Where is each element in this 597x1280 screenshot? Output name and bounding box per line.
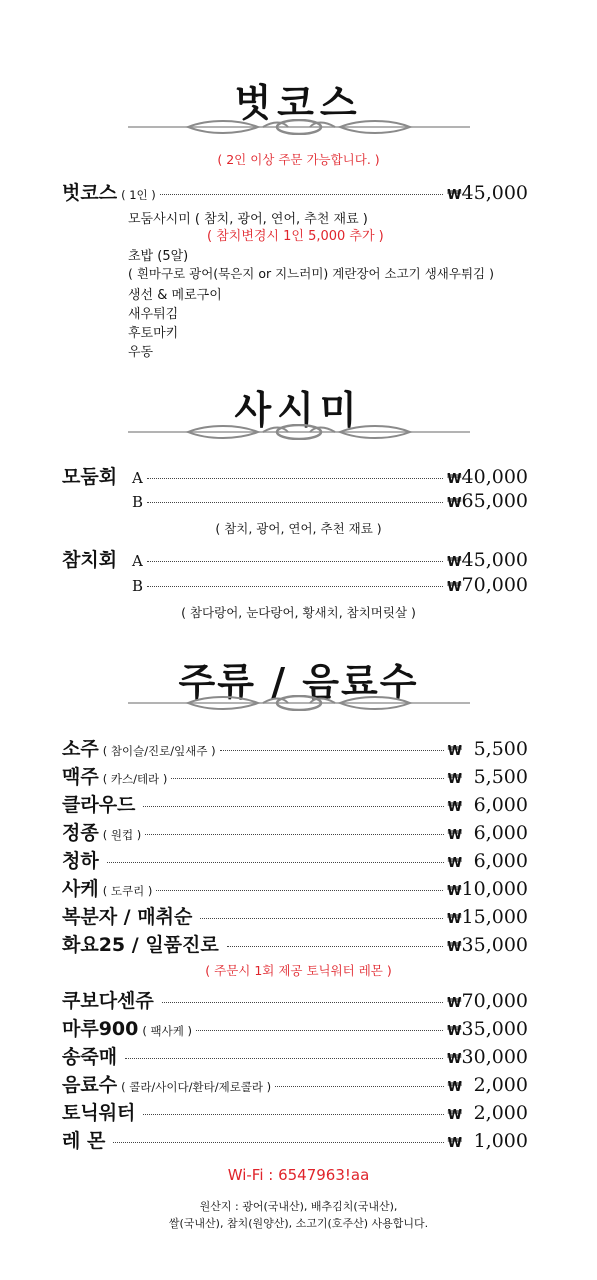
course-detail: ( 흰마구로 광어(묵은지 or 지느러미) 계란장어 소고기 생새우튀김 ) [128,266,494,281]
dot-leader [147,561,443,562]
menu-row-drink [62,902,528,926]
menu-row-drink [62,874,528,898]
course-detail: 생선 & 메로구이 [128,288,222,303]
sashimi-title: 사시미 [234,387,363,432]
course-detail-red: ( 참치변경시 1인 5,000 추가 ) [207,229,384,244]
won-icon: ₩ [447,744,462,759]
dot-leader [125,1058,443,1059]
menu-row-drink [62,790,528,814]
course-detail: 모둠사시미 ( 참치, 광어, 연어, 추천 재료 ) [128,212,368,227]
won-icon: ₩ [447,472,462,487]
ornament-divider-icon [128,424,470,440]
item-description: ( 팩사케 ) [142,1024,192,1038]
item-description: ( 참이슬/진로/잎새주 ) [102,744,216,758]
item-price: 5,500 [473,766,528,788]
dot-leader [107,862,444,863]
item-name: 맥주 [62,766,99,788]
won-icon: ₩ [447,940,462,955]
item-price: 5,500 [473,738,528,760]
menu-row-drink [62,1098,528,1122]
item-name: 토닉워터 [62,1102,136,1124]
item-price: 65,000 [461,490,528,512]
item-price: 35,000 [461,1018,528,1040]
item-name: 벗코스 [62,182,118,204]
won-icon: ₩ [447,580,462,595]
menu-row-sashimi [62,545,528,569]
item-variant: A [132,469,143,487]
won-icon: ₩ [447,1108,462,1123]
menu-row-drink [62,846,528,870]
dot-leader [147,502,443,503]
item-name: 송죽매 [62,1046,118,1068]
item-portion: ( 1인 ) [121,188,156,202]
item-name: 복분자 / 매취순 [62,906,193,928]
item-name: 정종 [62,822,99,844]
menu-row-sashimi [62,574,528,598]
item-name: 청하 [62,850,99,872]
menu-row-drink [62,762,528,786]
dot-leader [145,834,443,835]
menu-row-drink [62,1126,528,1150]
course-detail: 후토마키 [128,326,179,341]
dot-leader [143,806,443,807]
dot-leader [113,1142,443,1143]
course-detail: 새우튀김 [128,307,179,322]
drinks-title: 주류 / 음료수 [178,659,419,704]
ornament-divider-icon [128,119,470,135]
course-detail: 우동 [128,345,154,360]
wifi-info: Wi-Fi : 6547963!aa [227,1166,370,1184]
course-title: 벗코스 [234,80,363,125]
dot-leader [275,1086,443,1087]
origin-notice [0,1198,597,1232]
dot-leader [156,890,443,891]
item-price: 35,000 [461,934,528,956]
origin-line: 원산지 : 광어(국내산), 배추김치(국내산), [199,1200,398,1213]
item-variant: A [132,552,143,570]
won-icon: ₩ [447,996,462,1011]
item-price: 10,000 [461,878,528,900]
sashimi-note: ( 참치, 광어, 연어, 추천 재료 ) [215,521,382,536]
menu-row-drink [62,1070,528,1094]
won-icon: ₩ [447,912,462,927]
item-name: 마루900 [62,1018,139,1040]
item-description: ( 원컵 ) [102,828,142,842]
dot-leader [227,946,443,947]
item-name: 소주 [62,738,99,760]
item-price: 70,000 [461,990,528,1012]
item-price: 6,000 [473,822,528,844]
item-description: ( 콜라/사이다/환타/제로콜라 ) [121,1080,272,1094]
item-price: 45,000 [461,549,528,571]
menu-row-sashimi [62,462,528,486]
dot-leader [160,194,443,195]
menu-row-drink [62,818,528,842]
drinks-tonic-note: ( 주문시 1회 제공 토닉워터 레몬 ) [205,963,392,978]
won-icon: ₩ [447,1136,462,1151]
dot-leader [196,1030,443,1031]
item-name: 화요25 / 일품진로 [62,934,219,956]
dot-leader [171,778,443,779]
item-name: 참치회 [62,549,118,571]
item-name: 쿠보다센쥬 [62,990,154,1012]
origin-line: 쌀(국내산), 참치(원양산), 소고기(호주산) 사용합니다. [168,1217,429,1230]
menu-row-course [62,178,528,202]
item-variant: B [132,493,144,511]
menu-row-drink [62,734,528,758]
item-price: 1,000 [473,1130,528,1152]
menu-row-drink [62,930,528,954]
item-price: 15,000 [461,906,528,928]
item-description: ( 카스/테라 ) [102,772,168,786]
item-name: 클라우드 [62,794,136,816]
item-price: 70,000 [461,574,528,596]
dot-leader [200,918,443,919]
won-icon: ₩ [447,1024,462,1039]
item-price: 30,000 [461,1046,528,1068]
won-icon: ₩ [447,1052,462,1067]
won-icon: ₩ [447,856,462,871]
ornament-divider-icon [128,695,470,711]
item-name: 사케 [62,878,99,900]
course-order-note: ( 2인 이상 주문 가능합니다. ) [217,152,380,167]
item-price: 6,000 [473,850,528,872]
sashimi-note: ( 참다랑어, 눈다랑어, 황새치, 참치머릿살 ) [181,605,416,620]
item-name: 레 몬 [62,1130,106,1152]
course-detail: 초밥 (5알) [128,249,189,264]
dot-leader [220,750,444,751]
won-icon: ₩ [447,800,462,815]
dot-leader [147,586,443,587]
item-price: 2,000 [473,1102,528,1124]
item-price: 45,000 [461,182,528,204]
won-icon: ₩ [447,496,462,511]
dot-leader [162,1002,443,1003]
menu-row-drink [62,986,528,1010]
item-name: 모둠회 [62,466,118,488]
item-price: 40,000 [461,466,528,488]
dot-leader [147,478,443,479]
won-icon: ₩ [447,884,462,899]
menu-row-drink [62,1014,528,1038]
menu-row-sashimi [62,490,528,514]
won-icon: ₩ [447,1080,462,1095]
item-description: ( 도쿠리 ) [102,884,153,898]
won-icon: ₩ [447,772,462,787]
item-price: 6,000 [473,794,528,816]
dot-leader [143,1114,443,1115]
won-icon: ₩ [447,828,462,843]
item-price: 2,000 [473,1074,528,1096]
won-icon: ₩ [447,555,462,570]
won-icon: ₩ [447,188,462,203]
menu-row-drink [62,1042,528,1066]
item-variant: B [132,577,144,595]
item-name: 음료수 [62,1074,118,1096]
